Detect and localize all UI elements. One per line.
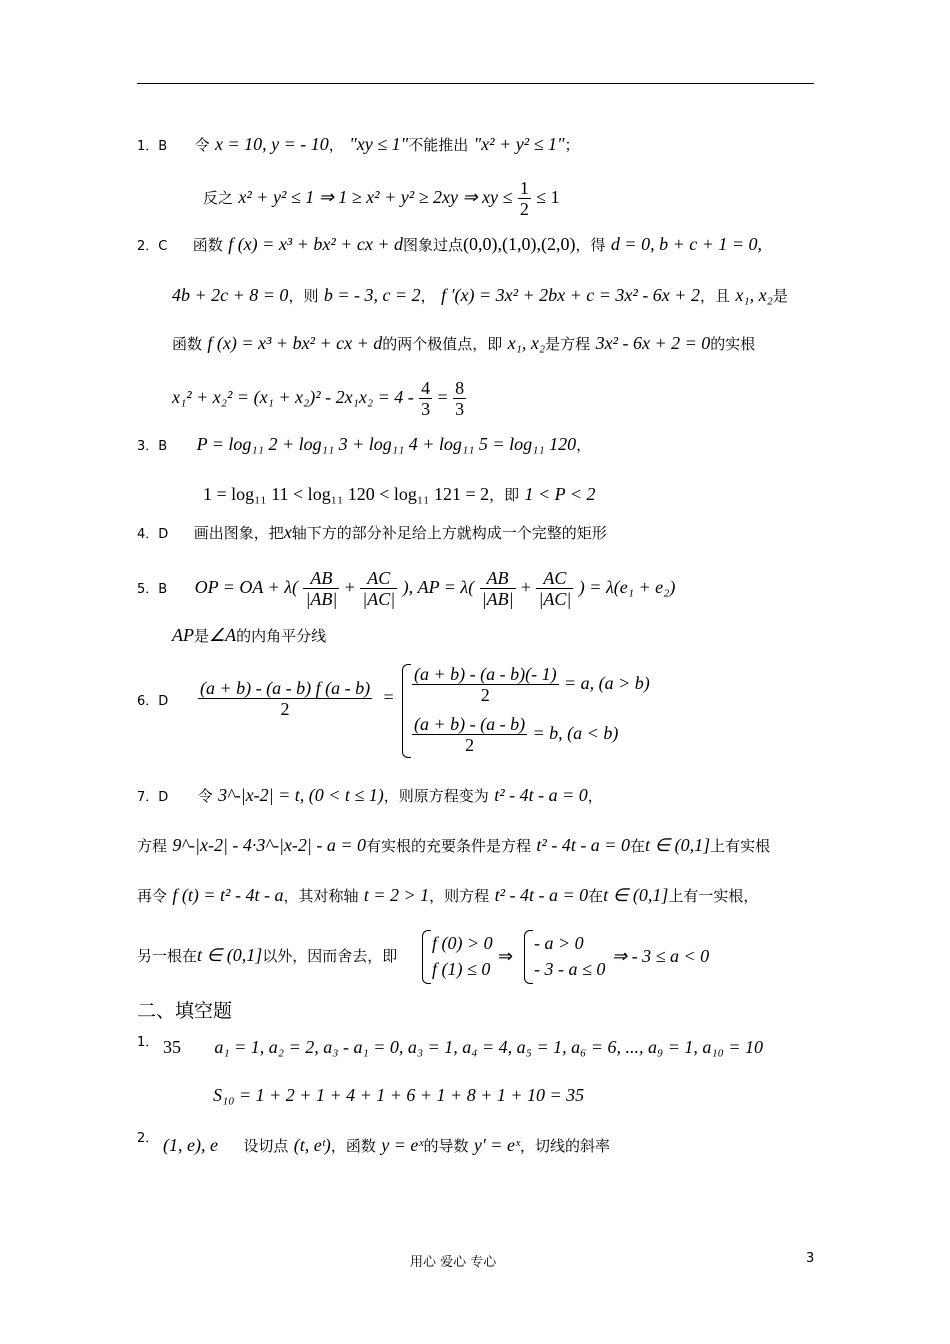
math: f (t) = t² - 4t - a	[172, 885, 284, 905]
numerator: 4	[421, 378, 431, 398]
math: 9^-|x-2| - 4·3^-|x-2| - a = 0	[172, 835, 366, 855]
math: AP	[172, 625, 194, 645]
text: 在	[588, 887, 604, 905]
answer-6-number	[137, 689, 168, 713]
system-1-row-2	[432, 958, 490, 981]
fill-1-line-2	[213, 1084, 584, 1107]
math: t² - 4t - a = 0	[494, 885, 589, 905]
math: ), AP = λ(	[402, 577, 475, 597]
math: f (0) > 0	[432, 933, 493, 953]
answer-6-case-1	[412, 664, 650, 705]
math: x = 10, y = - 10	[215, 134, 329, 154]
numerator: 1	[519, 178, 529, 198]
denominator: 3	[455, 399, 465, 419]
answer-7-result	[612, 945, 709, 968]
answer-5-line-2	[172, 624, 326, 647]
math: 4b + 2c + 8 = 0	[172, 285, 289, 305]
numerator: (a + b) - (a - b)	[414, 714, 526, 734]
denominator: 2	[519, 199, 529, 219]
math: - 3 - a ≤ 0	[534, 959, 606, 979]
answer-number: 3．B	[137, 439, 168, 454]
answer-2-line-2	[172, 284, 788, 307]
math: t ∈ (0,1]	[197, 945, 263, 965]
math: y = eˣ	[381, 1135, 424, 1155]
math: OP = OA + λ(	[194, 577, 299, 597]
math: f (x) = x³ + bx² + cx + d	[228, 234, 404, 254]
text: ，	[576, 436, 592, 454]
page-number: 3	[806, 1251, 815, 1266]
answer-number: 5．B	[137, 582, 168, 597]
answer-number: 2．C	[137, 239, 168, 254]
math: x₁, x₂	[507, 333, 546, 353]
fraction	[453, 378, 466, 419]
math: (0,0),(1,0),(2,0)	[463, 234, 576, 254]
text: 另一根在	[137, 947, 198, 965]
text: 不能推出	[408, 136, 469, 154]
answer-2-line-1	[137, 233, 762, 258]
fill-2-line-1	[163, 1134, 610, 1157]
text: 反之	[203, 189, 234, 207]
math: t² - 4t - a = 0	[536, 835, 630, 855]
fraction	[419, 378, 432, 419]
footer-text: 用心 爱心 专心	[410, 1255, 497, 1270]
math: x₁² + x₂² = (x₁ + x₂)² - 2x₁x₂ = 4 -	[172, 387, 414, 407]
text: 令	[197, 787, 213, 805]
math: - a > 0	[534, 933, 584, 953]
answer-3-line-2	[203, 483, 595, 506]
numerator: AB	[480, 568, 516, 589]
text: 轴下方的部分补足给上方就构成一个完整的矩形	[291, 524, 607, 542]
text: ，	[587, 787, 603, 805]
answer-7-line-2	[137, 834, 770, 857]
math: ∠A	[209, 625, 237, 645]
math: = b, (a < b)	[532, 723, 619, 743]
math: t² - 4t - a = 0	[494, 785, 588, 805]
denominator: 2	[280, 699, 290, 719]
math: +	[344, 577, 355, 597]
numerator: AC	[536, 568, 573, 589]
text: 是	[194, 627, 210, 645]
answer-7-line-4	[137, 944, 397, 967]
text: 上有实根	[710, 837, 771, 855]
system-2-row-2	[534, 958, 605, 981]
text: ，切线的斜率	[520, 1137, 611, 1155]
answer-4-line-1	[137, 521, 607, 546]
answer-number: 1．B	[137, 139, 168, 154]
fill-2-number	[137, 1126, 158, 1150]
text: 画出图象，把	[193, 524, 284, 542]
text: 函数	[192, 236, 223, 254]
math: ⇒ - 3 ≤ a < 0	[612, 946, 710, 966]
text: ，则原方程变为	[383, 787, 489, 805]
numerator: AC	[360, 568, 397, 589]
math: 1 < P < 2	[524, 484, 596, 504]
math: S₁₀ = 1 + 2 + 1 + 4 + 1 + 6 + 1 + 8 + 1 + 10 = 35	[213, 1085, 585, 1105]
math: "xy ≤ 1"	[349, 134, 409, 154]
math: ⇒	[498, 946, 514, 966]
fraction	[360, 568, 397, 609]
denominator: 3	[421, 399, 431, 419]
math: "x² + y² ≤ 1"	[473, 134, 565, 154]
text: 在	[629, 837, 645, 855]
left-brace	[422, 930, 431, 984]
text: 上有一实根，	[668, 887, 759, 905]
denominator: |AC|	[538, 589, 572, 609]
text: ，即	[489, 486, 520, 504]
section-title: 二、填空题	[137, 1000, 233, 1022]
answer-1-line-2	[203, 178, 560, 219]
fraction	[198, 678, 372, 719]
answer-7-line-1	[137, 784, 603, 809]
answer-2-line-4	[172, 378, 466, 419]
text: 图象过点	[403, 236, 464, 254]
text: ，	[328, 136, 344, 154]
math: a₁ = 1, a₂ = 2, a₃ - a₁ = 0, a₃ = 1, a₄ = 4, a₅ = 1, a₆ = 6, ..., a₉ = 1, a₁₀ = 10	[214, 1037, 764, 1057]
denominator: |AC|	[362, 589, 396, 609]
fraction	[412, 664, 559, 705]
math: f (1) ≤ 0	[432, 959, 491, 979]
answer-number: 4．D	[137, 527, 169, 542]
text: 的实根	[710, 335, 756, 353]
math: f ′(x) = 3x² + 2bx + c = 3x² - 6x + 2	[441, 285, 700, 305]
denominator: |AB|	[305, 589, 338, 609]
text: ，则方程	[429, 887, 490, 905]
answer-6-case-2	[412, 714, 618, 755]
system-2-row-1	[534, 932, 584, 955]
numerator: 8	[455, 378, 465, 398]
text: 再令	[137, 887, 168, 905]
math: x₁, x₂	[735, 285, 773, 305]
fill-1-line-1	[163, 1036, 763, 1059]
answer-2-line-3	[172, 332, 755, 355]
answer-number: 7．D	[137, 790, 169, 805]
denominator: 2	[480, 685, 490, 705]
math: (t, eᵗ)	[293, 1135, 331, 1155]
math: 3x² - 6x + 2 = 0	[595, 333, 711, 353]
math: b = - 3, c = 2	[323, 285, 421, 305]
fraction	[518, 178, 531, 219]
text: ，其对称轴	[283, 887, 359, 905]
left-brace	[402, 664, 411, 758]
answer-number: 2．	[137, 1131, 159, 1146]
text: 是方程	[545, 335, 591, 353]
numerator: (a + b) - (a - b) f (a - b)	[200, 678, 371, 698]
text: 设切点	[243, 1137, 289, 1155]
math: P = log₁₁ 2 + log₁₁ 3 + log₁₁ 4 + log₁₁ 5 = log₁₁ 120	[196, 434, 577, 454]
fraction	[412, 714, 527, 755]
math: =	[383, 687, 394, 707]
math: =	[437, 387, 448, 407]
text: 有实根的充要条件是方程	[366, 837, 532, 855]
left-brace	[524, 930, 533, 984]
fraction	[480, 568, 516, 609]
text: ；	[564, 136, 580, 154]
answer-value: (1, e), e	[163, 1135, 218, 1155]
implies-arrow	[498, 945, 513, 968]
fill-1-number	[137, 1030, 158, 1054]
text: 的两个极值点，即	[382, 335, 503, 353]
text: ，	[420, 287, 436, 305]
fraction	[536, 568, 573, 609]
text: 令	[194, 136, 210, 154]
answer-1-line-1	[137, 133, 580, 158]
text: ，函数	[330, 1137, 376, 1155]
math: ≤ 1	[536, 187, 560, 207]
answer-6-lhs	[198, 678, 394, 719]
math: ) = λ(e₁ + e₂)	[578, 577, 676, 597]
math: f (x) = x³ + bx² + cx + d	[207, 333, 383, 353]
denominator: |AB|	[481, 589, 514, 609]
text: ，则	[288, 287, 319, 305]
text: 的导数	[423, 1137, 469, 1155]
math: +	[520, 577, 532, 597]
math: y′ = eˣ	[473, 1135, 521, 1155]
text: ，且	[699, 287, 730, 305]
system-1-row-1	[432, 932, 493, 955]
text: 以外，因而舍去，即	[262, 947, 398, 965]
text: 函数	[172, 335, 203, 353]
math: t = 2 > 1	[363, 885, 430, 905]
answer-7-line-3	[137, 884, 758, 907]
math: t ∈ (0,1]	[603, 885, 669, 905]
math: t ∈ (0,1]	[644, 835, 711, 855]
answer-number: 6．D	[137, 694, 169, 709]
text: 是	[772, 287, 788, 305]
math: 3^-|x-2| = t, (0 < t ≤ 1)	[218, 785, 384, 805]
answer-value: 35	[163, 1037, 181, 1057]
math: x² + y² ≤ 1 ⇒ 1 ≥ x² + y² ≥ 2xy ⇒ xy ≤	[238, 187, 513, 207]
numerator: AB	[303, 568, 339, 589]
math: x	[283, 522, 292, 542]
answer-3-line-1	[137, 433, 591, 458]
answer-number: 1．	[137, 1035, 159, 1050]
math: d = 0, b + c + 1 = 0,	[610, 234, 762, 254]
denominator: 2	[465, 735, 475, 755]
math: = a, (a > b)	[564, 673, 650, 693]
fraction	[303, 568, 339, 609]
math: 1 = log₁₁ 11 < log₁₁ 120 < log₁₁ 121 = 2	[203, 484, 490, 504]
text: 方程	[137, 837, 168, 855]
text: 的内角平分线	[236, 627, 327, 645]
text: ，得	[575, 236, 606, 254]
answer-5-line-1	[137, 568, 675, 609]
header-rule	[137, 83, 814, 84]
numerator: (a + b) - (a - b)(- 1)	[414, 664, 557, 684]
